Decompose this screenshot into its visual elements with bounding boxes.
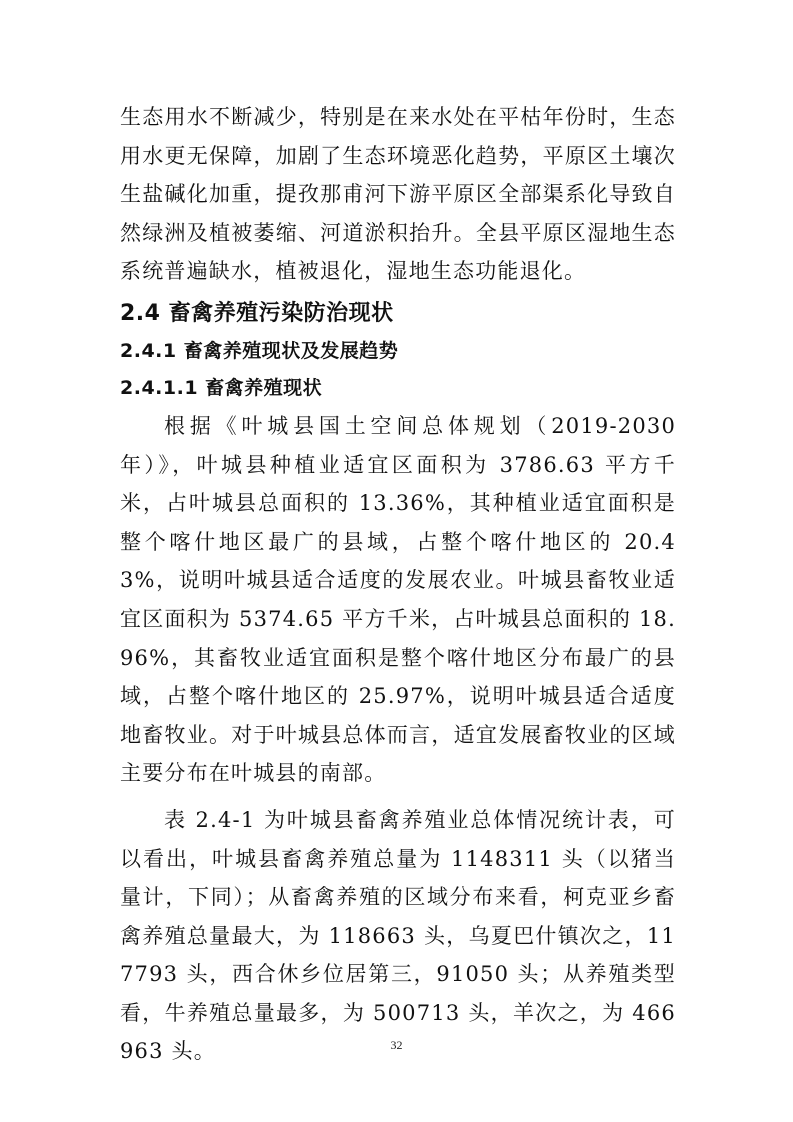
document-page bbox=[120, 98, 676, 1071]
section-heading-2-4: 2.4 畜禽养殖污染防治现状 bbox=[120, 300, 394, 326]
paragraph-ecological-water: 生态用水不断减少，特别是在来水处在平枯年份时，生态用水更无保障，加剧了生态环境恶化趋势，平原区土壤次生盐碱化加重，提孜那甫河下游平原区全部渠系化导致自然绿洲及植被萎缩、河道淤积抬升。全县平原区湿地生态系统普遍缺水，植被退化，湿地生态功能退化。 bbox=[120, 105, 676, 284]
paragraph-livestock-statistics: 表 2.4-1 为叶城县畜禽养殖业总体情况统计表，可以看出，叶城县畜禽养殖总量为 1148311 头（以猪当量计，下同）；从畜禽养殖的区域分布来看，柯克亚乡畜禽养殖总量最大，为 118663 头，乌夏巴什镇次之，117793 头，西合休乡位居第三，91050 头；从养殖类型看，牛养殖总量最多，为 500713 头，羊次之，为 466963 头。 bbox=[120, 807, 676, 1064]
subsubsection-heading-2-4-1-1: 2.4.1.1 畜禽养殖现状 bbox=[120, 376, 323, 399]
subsection-heading-2-4-1: 2.4.1 畜禽养殖现状及发展趋势 bbox=[120, 339, 399, 362]
paragraph-land-planning: 根据《叶城县国土空间总体规划（2019-2030 年）》，叶城县种植业适宜区面积为 3786.63 平方千米，占叶城县总面积的 13.36%，其种植业适宜面积是整个喀什地区最广的县域，占整个喀什地区的 20.43%，说明叶城县适合适度的发展农业。叶城县畜牧业适宜区面积为 5374.65 平方千米，占叶城县总面积的 18.96%，其畜牧业适宜面积是整个喀什地区分布最广的县域，占整个喀什地区的 25.97%，说明叶城县适合适度地畜牧业。对于叶城县总体而言，适宜发展畜牧业的区域主要分布在叶城县的南部。 bbox=[120, 413, 676, 786]
page-number: 32 bbox=[390, 1038, 403, 1052]
